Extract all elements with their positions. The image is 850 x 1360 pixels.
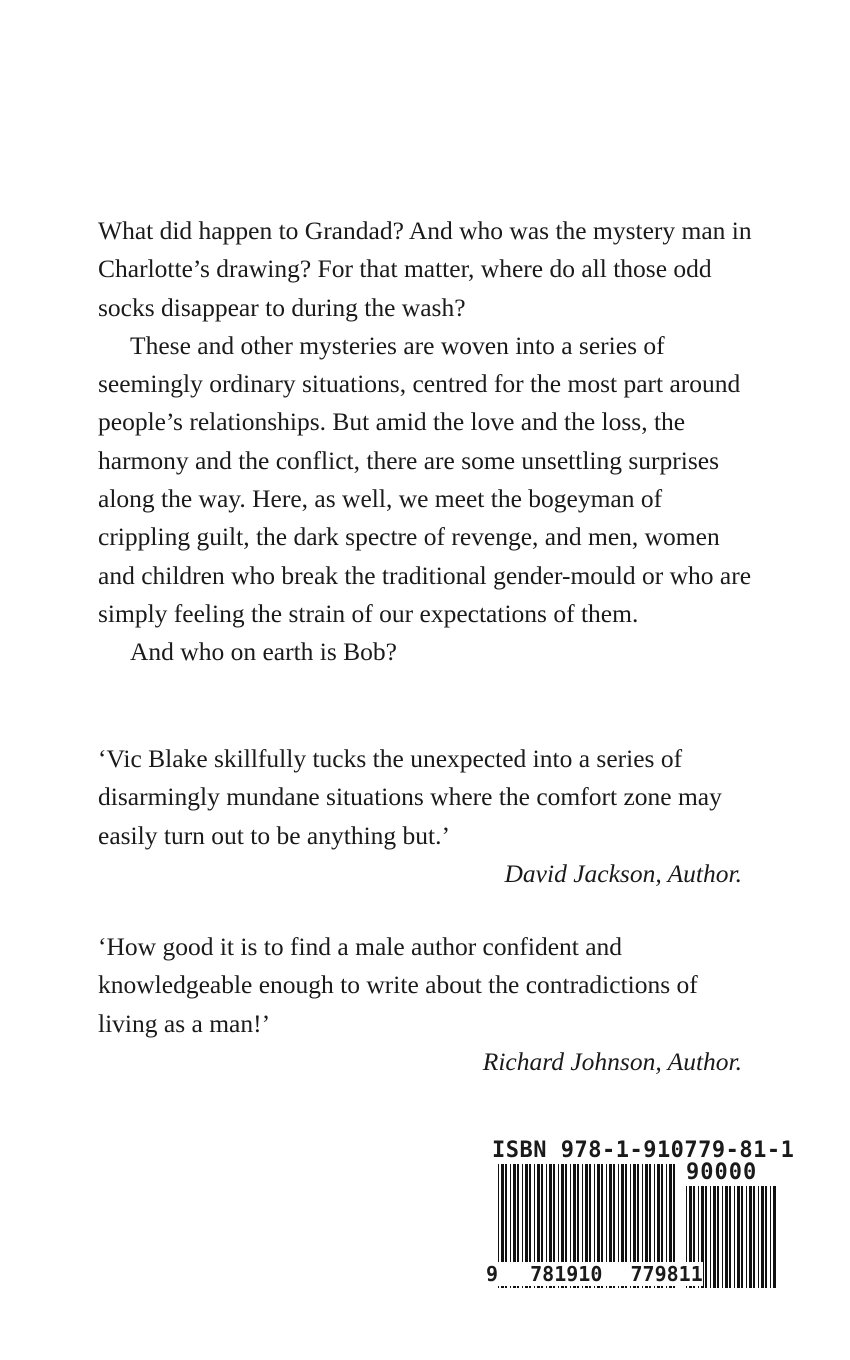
barcode-bar: [758, 1186, 759, 1288]
barcode-bar: [725, 1186, 728, 1288]
barcode-bar: [734, 1186, 735, 1288]
barcode-bar: [761, 1186, 764, 1288]
review-quote-2: [98, 928, 758, 1081]
review-quote-attribution: David Jackson, Author.: [504, 858, 742, 888]
barcode-bar: [765, 1186, 767, 1288]
barcode-first-digit: 9: [486, 1262, 499, 1286]
barcode-bar: [746, 1186, 747, 1288]
barcode-bar: [737, 1186, 740, 1288]
barcode-bar: [770, 1186, 771, 1288]
barcode-bar: [729, 1186, 731, 1288]
barcode-digits: [486, 1262, 703, 1286]
barcode-bar: [753, 1186, 755, 1288]
review-quote-text: ‘How good it is to find a male author confident and knowledgeable enough to write about the contradictions of living as a man!’: [98, 932, 698, 1038]
review-quote-1: [98, 740, 758, 893]
blurb-paragraph-3: And who on earth is Bob?: [130, 637, 398, 667]
barcode-group-2: 779811: [630, 1262, 703, 1286]
barcode-group-1: 781910: [530, 1262, 603, 1286]
blurb-paragraph-2: These and other mysteries are woven into a series of seemingly ordinary situations, centred for the most part around people’s relationships. But amid the love and the loss, the harmony and the conflict, there are some unsettling surprises along the way. Here, as well, we meet the bogeyman of crippling guilt, the dark spectre of revenge, and men, women and children who break the traditional gender-mould or who are simply feeling the strain of our expectations of them.: [98, 330, 752, 628]
isbn-label: ISBN 978-1-910779-81-1: [492, 1138, 795, 1163]
barcode-bar: [722, 1186, 723, 1288]
review-quote-attribution: Richard Johnson, Author.: [482, 1046, 742, 1076]
barcode-bar: [773, 1186, 776, 1288]
isbn-barcode: [486, 1138, 795, 1298]
blurb: [98, 212, 758, 672]
barcode-bar: [749, 1186, 752, 1288]
blurb-paragraph-1: What did happen to Grandad? And who was the mystery man in Charlotte’s drawing? For that matter, where do all those odd socks disappear to during the wash?: [98, 216, 752, 322]
review-quote-text: ‘Vic Blake skillfully tucks the unexpected into a series of disarmingly mundane situations where the comfort zone may easily turn out to be anything but.’: [98, 744, 722, 850]
barcode-bar: [717, 1186, 719, 1288]
price-code: 90000: [686, 1160, 758, 1185]
barcode-bar: [705, 1186, 707, 1288]
barcode-bar: [713, 1186, 716, 1288]
barcode-bar: [741, 1186, 743, 1288]
barcode-bar: [710, 1186, 711, 1288]
